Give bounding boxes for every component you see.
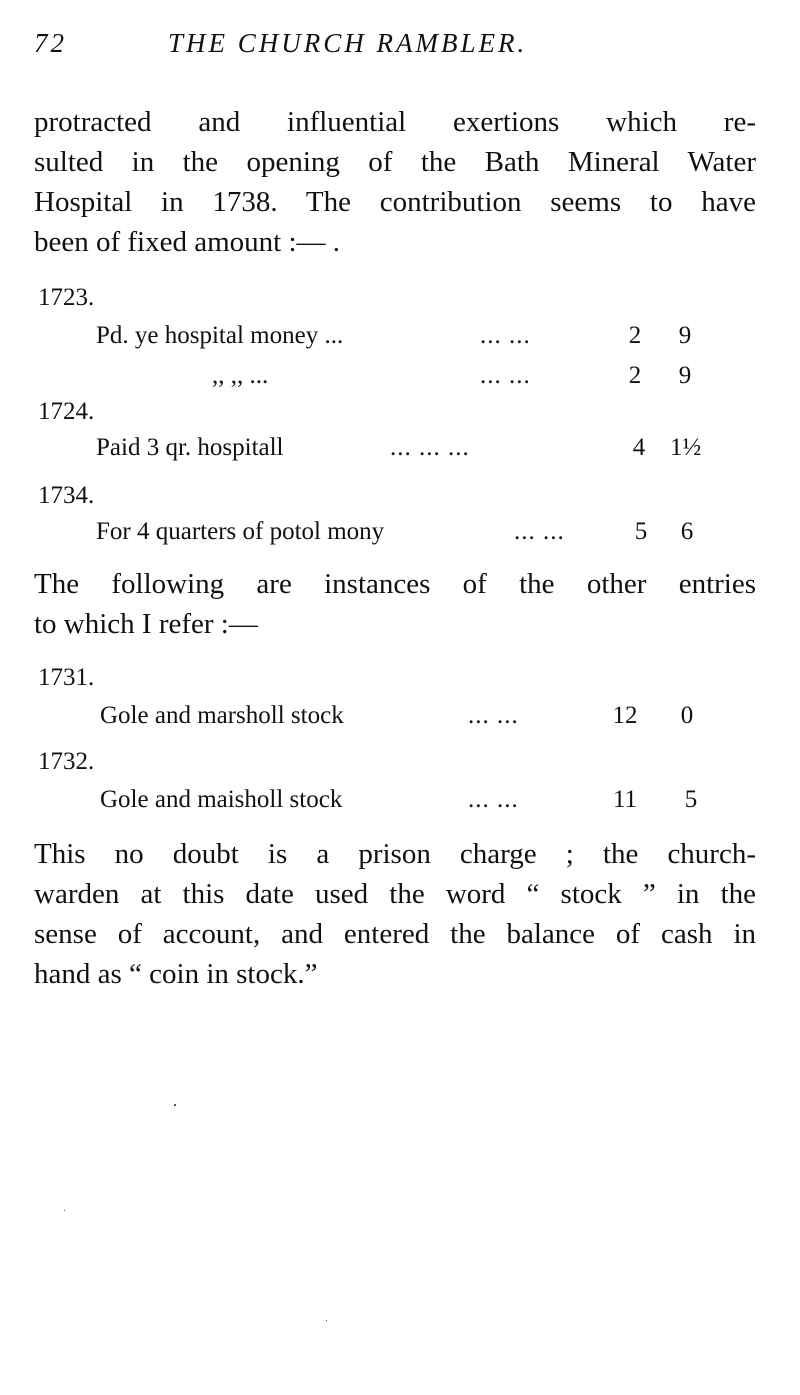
running-title: THE CHURCH RAMBLER. [168,28,528,58]
year-heading-1732: 1732. [38,748,95,775]
scan-speck [326,1320,327,1321]
entry-shillings: 2 [628,362,642,389]
text-line: This no doubt is a prison charge ; the church- [34,838,756,870]
text-line: hand as “ coin in stock.” [34,958,318,990]
running-header [34,28,764,68]
year-heading-1723: 1723. [38,284,95,311]
entry-pence: 9 [678,322,692,349]
entry-description: Paid 3 qr. hospitall [96,434,284,461]
account-entry [96,362,716,396]
entry-shillings: 4 [632,434,646,461]
entry-description: For 4 quarters of potol mony [96,518,385,545]
account-entry [100,786,720,820]
entry-description: Gole and maisholl stock [100,786,343,813]
entry-description: Gole and marsholl stock [100,702,344,729]
entry-leader-dots: ... ... [468,702,519,729]
scan-speck [64,1210,65,1211]
paragraph-prison-charge [34,834,756,994]
text-line: warden at this date used the word “ stock ” in the [34,878,756,910]
entry-description: ,, ,, ... [212,362,269,389]
entry-shillings: 12 [612,702,638,729]
entry-pence: 6 [680,518,694,545]
entry-pence: 5 [684,786,698,813]
entry-leader-dots: ... ... [480,362,531,389]
year-heading-1724: 1724. [38,398,95,425]
text-line: sense of account, and entered the balance of cash in [34,918,756,950]
entry-description: Pd. ye hospital money ... [96,322,344,349]
text-line: protracted and influential exertions which re- [34,106,756,138]
entry-leader-dots: ... ... ... [390,434,470,461]
entry-leader-dots: ... ... [468,786,519,813]
entry-shillings: 5 [634,518,648,545]
entry-pence: 0 [680,702,694,729]
account-entry [96,434,716,468]
year-heading-1731: 1731. [38,664,95,691]
entry-leader-dots: ... ... [514,518,565,545]
entry-shillings: 2 [628,322,642,349]
entry-pence: 9 [678,362,692,389]
text-line: to which I refer :— [34,608,258,640]
entry-pence: 1½ [670,434,702,461]
scan-speck [174,1104,176,1106]
year-heading-1734: 1734. [38,482,95,509]
entry-shillings: 11 [612,786,638,813]
paragraph-intro [34,102,756,262]
text-line: been of fixed amount :— . [34,226,341,258]
account-entry [96,322,716,356]
page-number: 72 [34,28,67,58]
entry-leader-dots: ... ... [480,322,531,349]
paragraph-following [34,564,756,644]
text-line: Hospital in 1738. The contribution seems to have [34,186,756,218]
text-line: sulted in the opening of the Bath Mineral Water [34,146,756,178]
account-entry [96,518,716,552]
account-entry [100,702,720,736]
text-line: The following are instances of the other entries [34,568,756,600]
